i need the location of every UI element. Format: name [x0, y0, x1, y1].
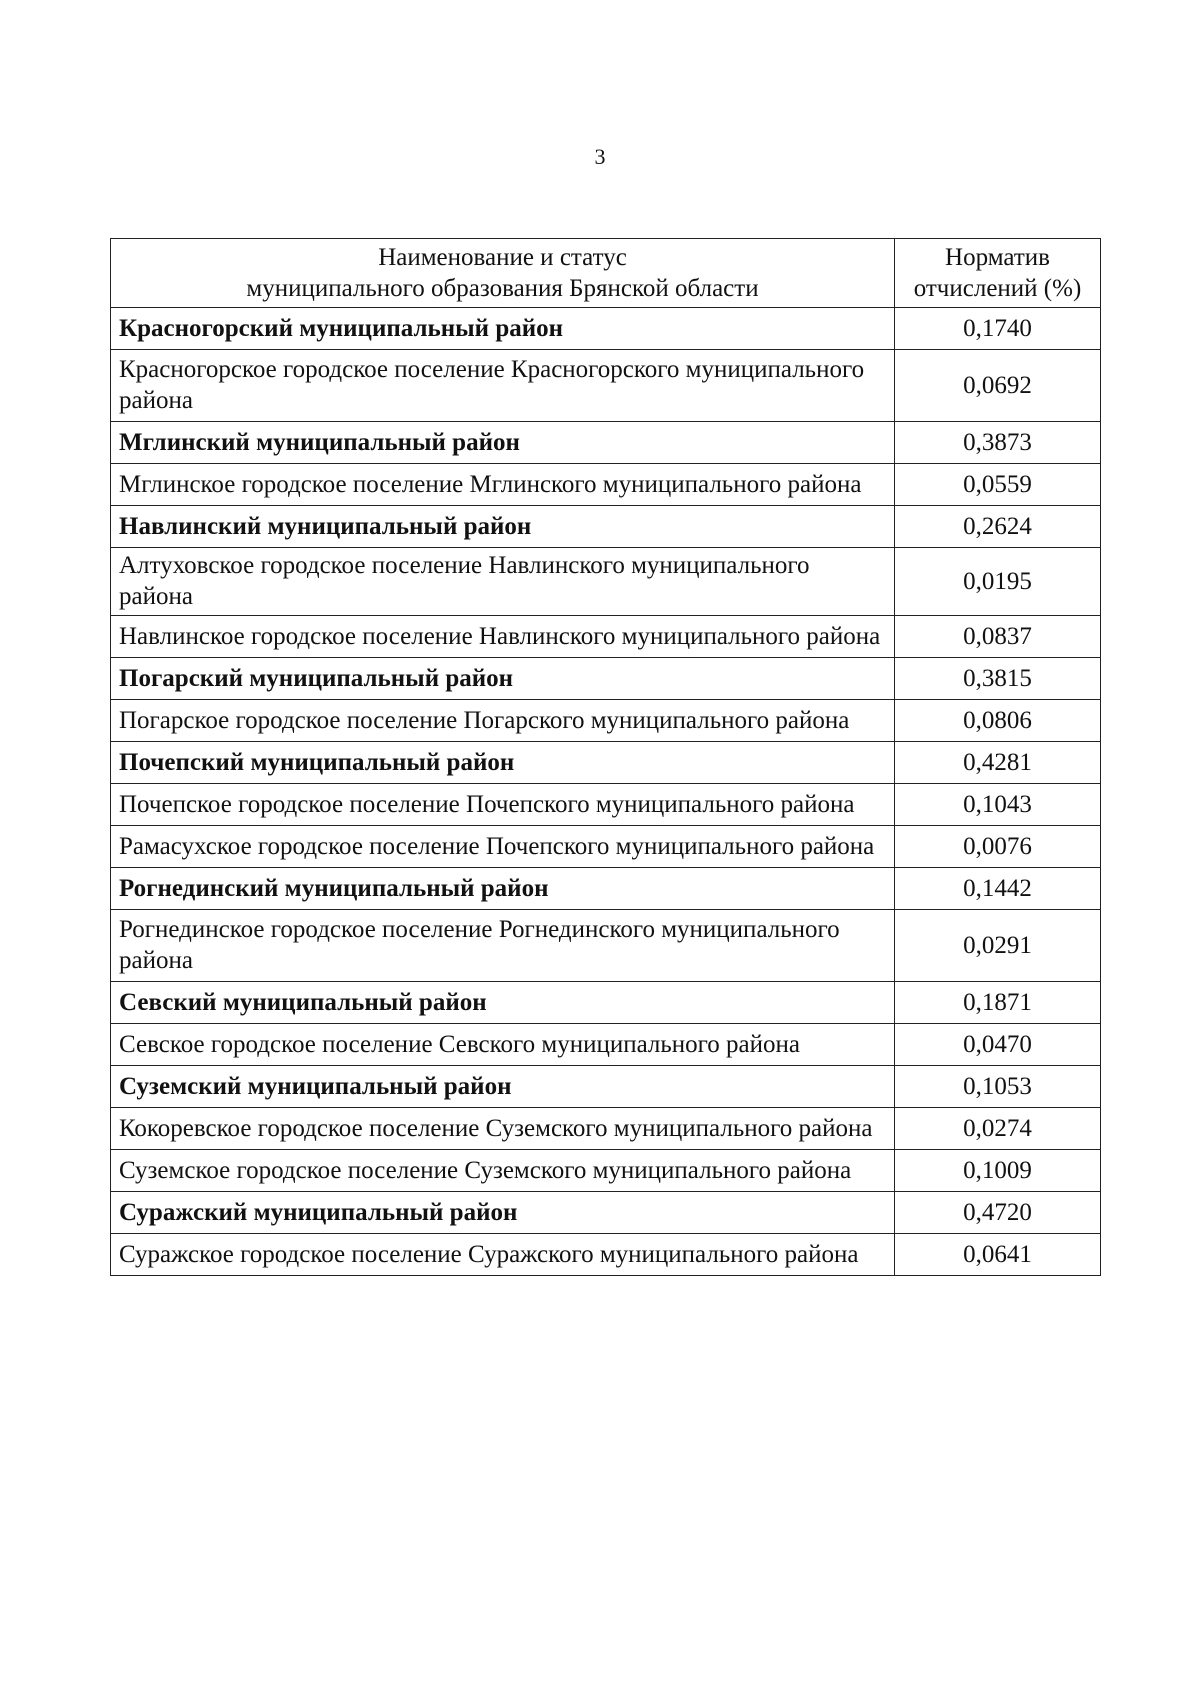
header-value-line2: отчислений (%) — [913, 275, 1082, 302]
district-row — [111, 658, 1101, 700]
settlement-row — [111, 1234, 1101, 1276]
norms-table — [110, 238, 1101, 1276]
settlement-row — [111, 464, 1101, 506]
row-value-cell: 0,2624 — [895, 506, 1101, 548]
header-name-line1: Наименование и статус — [378, 244, 627, 271]
district-row — [111, 308, 1101, 350]
settlement-row — [111, 548, 1101, 616]
row-name-cell: Мглинский муниципальный район — [111, 422, 895, 464]
row-name-cell: Суражское городское поселение Суражского муниципального района — [111, 1234, 895, 1276]
row-name-cell: Мглинское городское поселение Мглинского муниципального района — [111, 464, 895, 506]
row-value-cell: 0,0076 — [895, 826, 1101, 868]
table-body — [111, 308, 1101, 1276]
settlement-row — [111, 616, 1101, 658]
settlement-row — [111, 1108, 1101, 1150]
row-name-cell: Рамасухское городское поселение Почепского муниципального района — [111, 826, 895, 868]
row-name-cell: Севский муниципальный район — [111, 982, 895, 1024]
row-value-cell: 0,0274 — [895, 1108, 1101, 1150]
row-value-cell: 0,0692 — [895, 350, 1101, 422]
row-name-cell: Погарское городское поселение Погарского муниципального района — [111, 700, 895, 742]
settlement-row — [111, 1150, 1101, 1192]
header-value-cell — [895, 239, 1101, 308]
row-name-cell: Навлинский муниципальный район — [111, 506, 895, 548]
row-name-cell: Суражский муниципальный район — [111, 1192, 895, 1234]
district-row — [111, 1066, 1101, 1108]
row-value-cell: 0,1009 — [895, 1150, 1101, 1192]
row-name-cell: Кокоревское городское поселение Суземского муниципального района — [111, 1108, 895, 1150]
row-value-cell: 0,3815 — [895, 658, 1101, 700]
row-value-cell: 0,0837 — [895, 616, 1101, 658]
row-value-cell: 0,1043 — [895, 784, 1101, 826]
row-name-cell: Почепский муниципальный район — [111, 742, 895, 784]
row-name-cell: Севское городское поселение Севского муниципального района — [111, 1024, 895, 1066]
table-header-row — [111, 239, 1101, 308]
row-name-cell: Рогнединский муниципальный район — [111, 868, 895, 910]
row-value-cell: 0,3873 — [895, 422, 1101, 464]
row-name-cell: Погарский муниципальный район — [111, 658, 895, 700]
row-value-cell: 0,0641 — [895, 1234, 1101, 1276]
district-row — [111, 982, 1101, 1024]
row-value-cell: 0,1442 — [895, 868, 1101, 910]
row-value-cell: 0,1053 — [895, 1066, 1101, 1108]
row-name-cell: Навлинское городское поселение Навлинского муниципального района — [111, 616, 895, 658]
row-value-cell: 0,1740 — [895, 308, 1101, 350]
row-value-cell: 0,0806 — [895, 700, 1101, 742]
settlement-row — [111, 784, 1101, 826]
district-row — [111, 1192, 1101, 1234]
row-value-cell: 0,0195 — [895, 548, 1101, 616]
header-name-line2: муниципального образования Брянской области — [246, 275, 759, 302]
row-name-cell: Красногорский муниципальный район — [111, 308, 895, 350]
row-value-cell: 0,0559 — [895, 464, 1101, 506]
district-row — [111, 742, 1101, 784]
settlement-row — [111, 910, 1101, 982]
header-value-line1: Норматив — [945, 244, 1050, 271]
row-name-cell: Алтуховское городское поселение Навлинского муниципального района — [111, 548, 895, 616]
header-name-cell — [111, 239, 895, 308]
settlement-row — [111, 826, 1101, 868]
settlement-row — [111, 350, 1101, 422]
row-value-cell: 0,0291 — [895, 910, 1101, 982]
row-value-cell: 0,4720 — [895, 1192, 1101, 1234]
row-name-cell: Почепское городское поселение Почепского муниципального района — [111, 784, 895, 826]
row-name-cell: Красногорское городское поселение Красногорского муниципального района — [111, 350, 895, 422]
row-name-cell: Суземский муниципальный район — [111, 1066, 895, 1108]
district-row — [111, 506, 1101, 548]
row-value-cell: 0,4281 — [895, 742, 1101, 784]
settlement-row — [111, 700, 1101, 742]
page-number: 3 — [594, 144, 606, 169]
district-row — [111, 422, 1101, 464]
row-value-cell: 0,0470 — [895, 1024, 1101, 1066]
settlement-row — [111, 1024, 1101, 1066]
district-row — [111, 868, 1101, 910]
row-name-cell: Суземское городское поселение Суземского муниципального района — [111, 1150, 895, 1192]
row-name-cell: Рогнединское городское поселение Рогнединского муниципального района — [111, 910, 895, 982]
row-value-cell: 0,1871 — [895, 982, 1101, 1024]
